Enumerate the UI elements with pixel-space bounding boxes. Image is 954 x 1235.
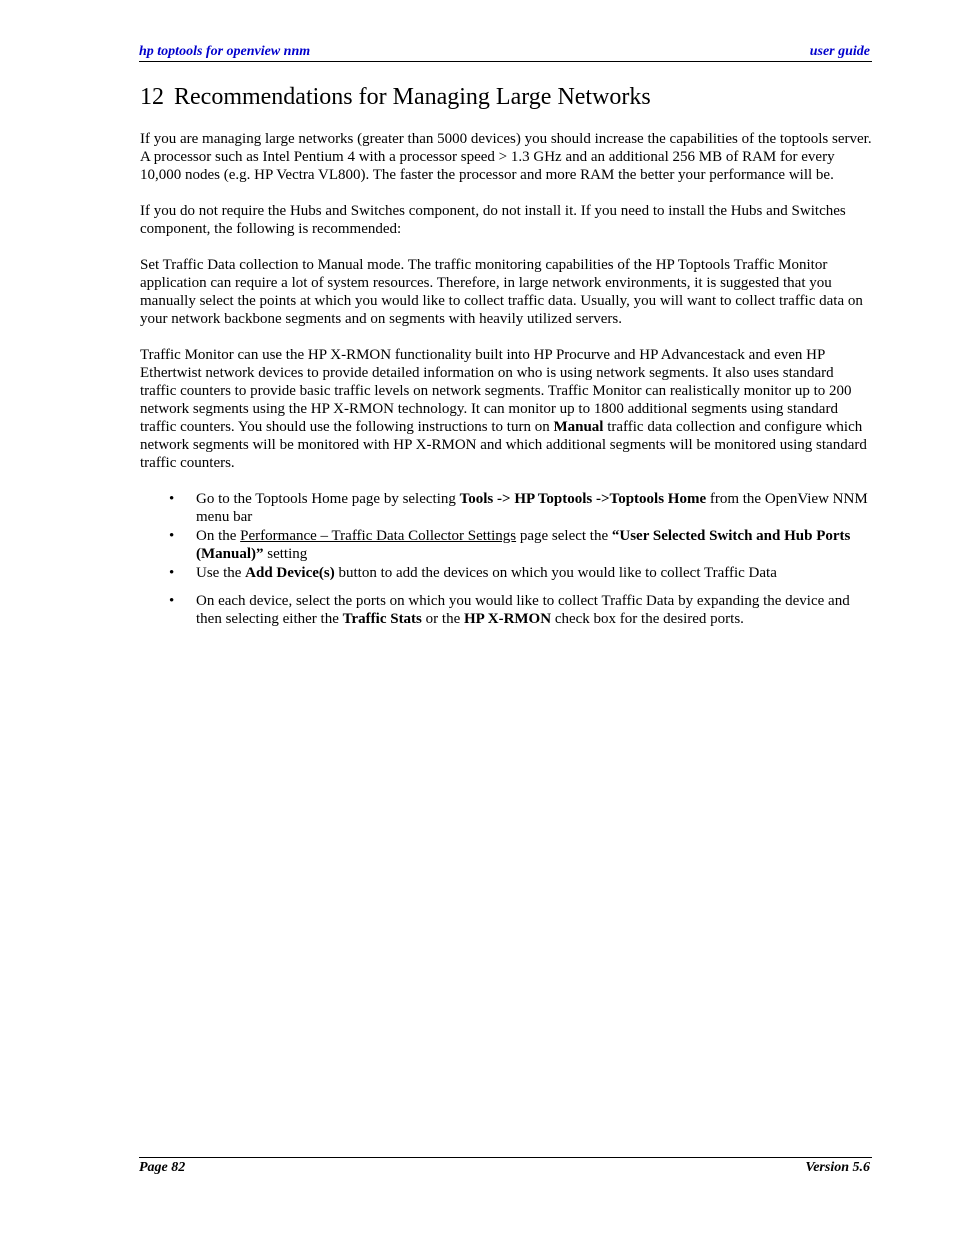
text-run: setting [263, 546, 308, 562]
list-item [140, 490, 873, 526]
text-run: Use the [196, 565, 246, 581]
header-doc-title: hp toptools for openview nnm [139, 44, 311, 59]
bold-run: Traffic Stats [342, 611, 422, 627]
bold-run: Add Device(s) [245, 565, 335, 581]
header-doc-type: user guide [809, 44, 870, 59]
bold-run: HP X-RMON [463, 611, 552, 627]
list-item [140, 564, 873, 582]
list-item [140, 527, 873, 563]
bold-run: Tools -> HP Toptools ->Toptools Home [459, 491, 707, 507]
bullet: • [169, 528, 175, 544]
settings-page-link[interactable]: Performance – Traffic Data Collector Settings [240, 528, 517, 544]
text-run: Go to the Toptools Home page by selecting [196, 491, 460, 507]
bullet: • [169, 491, 175, 507]
instruction-list [140, 490, 873, 628]
version-label: Version 5.6 [805, 1160, 870, 1175]
page-header [139, 43, 872, 62]
text-run: Traffic Monitor can use the HP X-RMON functionality built into HP Procurve and HP Advancestack and even HP Ethertwist network devices to provide detailed information on who is using network segments. It also uses standard traffic counters to provide basic traffic levels on network segments. Traffic Monitor can realistically monitor up to 200 network segments using the HP X-RMON technology. It can monitor up to 1800 additional segments using standard traffic counters. You should use the following instructions to turn on [140, 347, 852, 435]
text-run: check box for the desired ports. [551, 611, 744, 627]
text-run: page select the [516, 528, 612, 544]
bullet: • [169, 593, 175, 609]
text-run: from the OpenView NNM menu bar [196, 491, 868, 525]
text-run: On the [196, 528, 241, 544]
text-run: On each device, select the ports on which you would like to collect Traffic Data by expanding the device and then selecting either the [196, 593, 850, 627]
section-heading [140, 82, 873, 112]
bold-run: “User Selected Switch and Hub Ports (Manual)” [196, 528, 851, 562]
paragraph-hubs-switches: If you do not require the Hubs and Switches component, do not install it. If you need to install the Hubs and Switches component, the following is recommended: [140, 203, 846, 237]
bold-run: Manual [553, 419, 604, 435]
section-title: Recommendations for Managing Large Networks [174, 84, 651, 110]
text-run: button to add the devices on which you would like to collect Traffic Data [334, 565, 777, 581]
page-footer [139, 1157, 872, 1178]
list-item [140, 592, 873, 628]
section-number: 12 [140, 84, 164, 110]
paragraph-manual-mode: Set Traffic Data collection to Manual mode. The traffic monitoring capabilities of the HP Toptools Traffic Monitor application can require a lot of system resources. Therefore, in large network environments, it is suggested that you manually select the points at which you would like to collect traffic data. Usually, you will want to collect traffic data on your network backbone segments and on segments with heavily utilized servers. [140, 257, 863, 327]
text-run: or the [421, 611, 464, 627]
text-run: traffic data collection and configure which network segments will be monitored with HP X-RMON and which additional segments will be monitored using standard traffic counters. [140, 419, 867, 471]
bullet: • [169, 565, 175, 581]
paragraph-traffic-monitor [140, 346, 873, 472]
page-number: Page 82 [139, 1160, 186, 1175]
page-content [140, 82, 873, 629]
paragraph-hardware: If you are managing large networks (greater than 5000 devices) you should increase the capabilities of the toptools server. A processor such as Intel Pentium 4 with a processor speed > 1.3 GHz and an additional 256 MB of RAM for every 10,000 nodes (e.g. HP Vectra VL800). The faster the processor and more RAM the better your performance will be. [140, 131, 872, 183]
